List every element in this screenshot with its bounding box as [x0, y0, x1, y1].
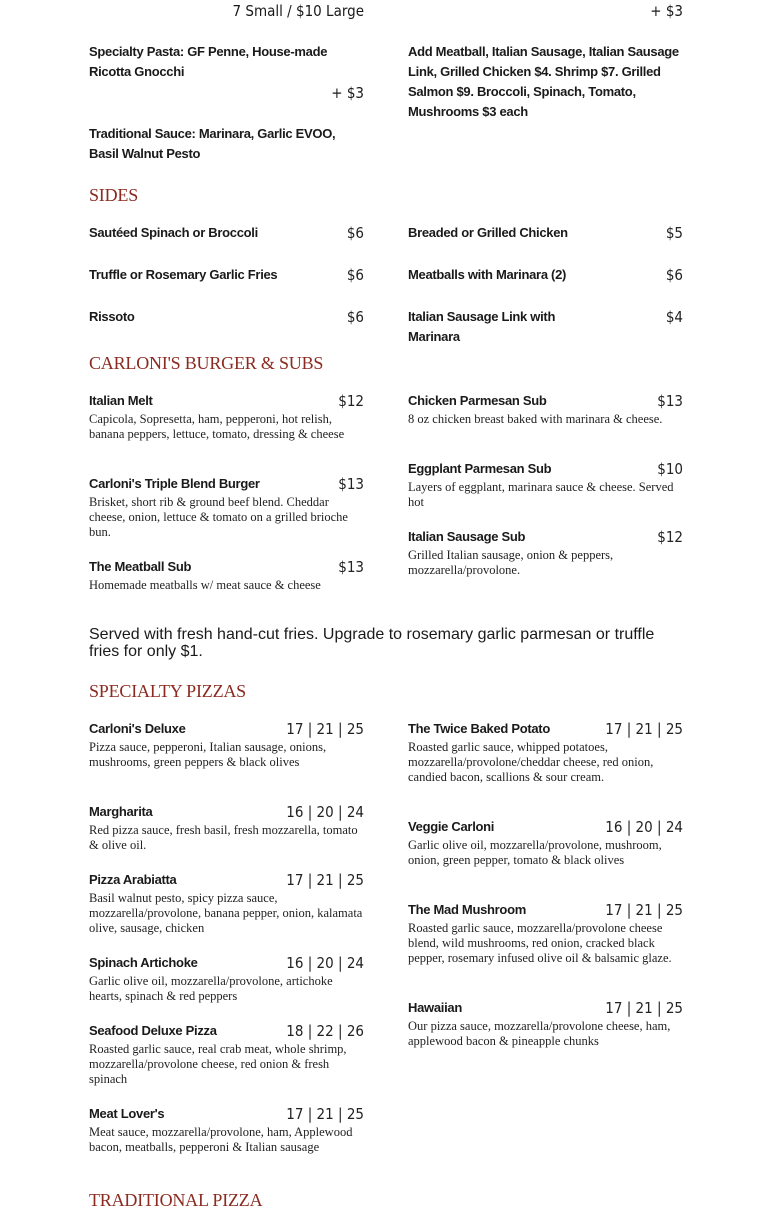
menu-item: [408, 391, 683, 427]
item-price: $13: [338, 558, 364, 576]
menu-item: [408, 998, 683, 1049]
item-name: Meatballs with Marinara (2): [408, 267, 567, 282]
item-name: Italian Melt: [89, 393, 153, 408]
item-price: $12: [657, 528, 683, 546]
served-with-note: Served with fresh hand-cut fries. Upgrade to rosemary garlic parmesan or truffle fries for only $1.: [89, 626, 655, 660]
item-price: $13: [338, 475, 364, 493]
item-description: Homemade meatballs w/ meat sauce & cheese: [89, 578, 321, 592]
item-name: The Twice Baked Potato: [408, 721, 550, 736]
item-price: $6: [346, 266, 364, 284]
pasta-addon-price: + $3: [650, 2, 683, 20]
item-price: $13: [657, 392, 683, 410]
menu-item: [408, 527, 683, 578]
item-price: $10: [657, 460, 683, 478]
item-name: Italian Sausage Link with Marinara: [408, 309, 556, 344]
item-name: Italian Sausage Sub: [408, 529, 526, 544]
item-price: $6: [346, 308, 364, 326]
item-description: Capicola, Sopresetta, ham, pepperoni, hot relish, banana peppers, lettuce, tomato, dressing & cheese: [89, 412, 345, 441]
item-description: Roasted garlic sauce, mozzarella/provolone cheese blend, wild mushrooms, red onion, cracked black pepper, rosemary infused olive oil & balsamic glaze.: [408, 921, 672, 965]
menu-item: [408, 900, 683, 966]
item-name: Margharita: [89, 804, 153, 819]
menu-item: [89, 802, 364, 853]
item-price: 17 | 21 | 25: [286, 720, 364, 738]
item-price: $4: [665, 308, 683, 326]
item-name: Sautéed Spinach or Broccoli: [89, 225, 258, 240]
item-name: Seafood Deluxe Pizza: [89, 1023, 217, 1038]
menu-item: [408, 817, 683, 868]
item-price: $12: [338, 392, 364, 410]
item-price: 17 | 21 | 25: [605, 720, 683, 738]
menu-item: [89, 265, 364, 285]
item-name: Carloni's Triple Blend Burger: [89, 476, 260, 491]
item-name: Hawaiian: [408, 1000, 462, 1015]
item-price: 17 | 21 | 25: [286, 1105, 364, 1123]
item-description: Roasted garlic sauce, real crab meat, whole shrimp, mozzarella/provolone cheese, red onion & fresh spinach: [89, 1042, 347, 1086]
item-price: 17 | 21 | 25: [605, 999, 683, 1017]
item-description: Roasted garlic sauce, whipped potatoes, mozzarella/provolone/cheddar cheese, red onion, candied bacon, scallions & sour cream.: [408, 740, 654, 784]
item-price: 18 | 22 | 26: [286, 1022, 364, 1040]
item-description: Grilled Italian sausage, onion & peppers, mozzarella/provolone.: [408, 548, 614, 577]
item-name: The Meatball Sub: [89, 559, 192, 574]
specialty-pasta-price: + $3: [331, 84, 364, 102]
menu-item: [89, 223, 364, 243]
item-name: Pizza Arabiatta: [89, 872, 177, 887]
item-name: Breaded or Grilled Chicken: [408, 225, 568, 240]
item-description: Basil walnut pesto, spicy pizza sauce, mozzarella/provolone, banana pepper, onion, kalamata olive, sausage, chicken: [89, 891, 363, 935]
item-price: $6: [665, 266, 683, 284]
item-name: Carloni's Deluxe: [89, 721, 186, 736]
menu-item: [89, 307, 364, 327]
item-name: Meat Lover's: [89, 1106, 165, 1121]
specialty-pasta-text: Specialty Pasta: GF Penne, House-made Ricotta Gnocchi: [89, 44, 328, 79]
pizzas-title: SPECIALTY PIZZAS: [89, 681, 246, 701]
item-description: Meat sauce, mozzarella/provolone, ham, Applewood bacon, meatballs, pepperoni & Italian sausage: [89, 1125, 353, 1154]
item-description: Layers of eggplant, marinara sauce & cheese. Served hot: [408, 480, 674, 509]
menu-item: [89, 474, 364, 540]
menu-item: [89, 1104, 364, 1155]
item-name: The Mad Mushroom: [408, 902, 526, 917]
item-name: Chicken Parmesan Sub: [408, 393, 547, 408]
menu-item: [89, 953, 364, 1004]
item-description: Our pizza sauce, mozzarella/provolone cheese, ham, applewood bacon & pineapple chunks: [408, 1019, 671, 1048]
item-price: $5: [665, 224, 683, 242]
menu-item: [89, 391, 364, 442]
addons-text: Add Meatball, Italian Sausage, Italian Sausage Link, Grilled Chicken $4. Shrimp $7. Grilled Salmon $9. Broccoli, Spinach, Tomato, Mushrooms $3 each: [408, 44, 679, 119]
sides-title: SIDES: [89, 185, 139, 205]
pasta-size-price: 7 Small / $10 Large: [232, 2, 364, 20]
item-name: Veggie Carloni: [408, 819, 495, 834]
traditional-pizza-title: TRADITIONAL PIZZA: [89, 1190, 263, 1210]
item-description: Brisket, short rib & ground beef blend. Cheddar cheese, onion, lettuce & tomato on a grilled brioche bun.: [89, 495, 348, 539]
item-name: Spinach Artichoke: [89, 955, 198, 970]
item-price: 17 | 21 | 25: [286, 871, 364, 889]
traditional-sauce-text: Traditional Sauce: Marinara, Garlic EVOO, Basil Walnut Pesto: [89, 126, 336, 161]
menu-item: [89, 870, 364, 936]
item-description: 8 oz chicken breast baked with marinara & cheese.: [408, 412, 663, 426]
item-price: 16 | 20 | 24: [286, 954, 364, 972]
menu-item: [408, 265, 683, 285]
menu-item: [89, 557, 364, 593]
item-price: 16 | 20 | 24: [605, 818, 683, 836]
item-price: 16 | 20 | 24: [286, 803, 364, 821]
burgers-title: CARLONI'S BURGER & SUBS: [89, 353, 324, 373]
item-description: Garlic olive oil, mozzarella/provolone, mushroom, onion, green pepper, tomato & black olives: [408, 838, 662, 867]
menu-item: [408, 307, 683, 347]
menu-item: [408, 223, 683, 243]
menu-item: [89, 1021, 364, 1087]
item-description: Red pizza sauce, fresh basil, fresh mozzarella, tomato & olive oil.: [89, 823, 358, 852]
menu-item: [408, 719, 683, 785]
item-description: Pizza sauce, pepperoni, Italian sausage, onions, mushrooms, green peppers & black olives: [89, 740, 327, 769]
menu-item: [408, 459, 683, 510]
item-price: 17 | 21 | 25: [605, 901, 683, 919]
menu-item: [89, 719, 364, 770]
item-price: $6: [346, 224, 364, 242]
item-name: Eggplant Parmesan Sub: [408, 461, 552, 476]
item-name: Truffle or Rosemary Garlic Fries: [89, 267, 278, 282]
item-description: Garlic olive oil, mozzarella/provolone, artichoke hearts, spinach & red peppers: [89, 974, 333, 1003]
item-name: Rissoto: [89, 309, 135, 324]
